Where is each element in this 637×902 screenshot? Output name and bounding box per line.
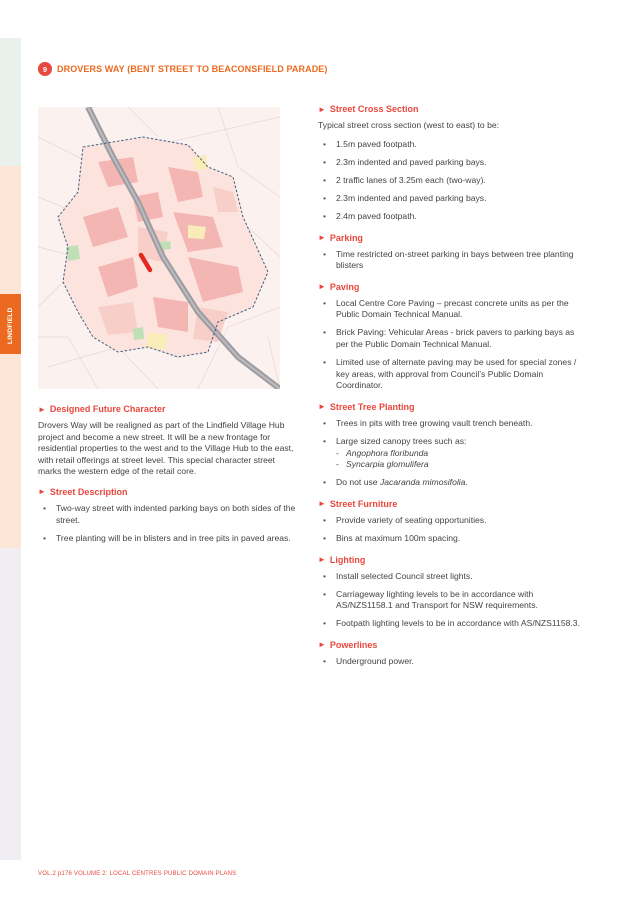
strip-segment	[0, 38, 21, 166]
triangle-bullet-icon: ►	[38, 404, 46, 414]
strip-segment	[0, 166, 21, 294]
triangle-bullet-icon: ►	[38, 487, 46, 497]
heading-text: Parking	[329, 232, 363, 243]
bullet-list	[318, 298, 586, 392]
side-tab-label: LINDFIELD	[7, 307, 14, 345]
list-item: • 2.4m paved footpath.	[318, 211, 586, 223]
list-item: • Limited use of alternate paving may be used for special zones / key areas, with approval from Council’s Public Domain Coordinator.	[318, 357, 586, 392]
section-heading	[318, 499, 586, 509]
bullet-list	[318, 571, 586, 630]
list-item: • 2.3m indented and paved parking bays.	[318, 157, 586, 169]
location-map	[38, 107, 280, 389]
triangle-bullet-icon: ►	[318, 282, 326, 292]
heading-text: Street Cross Section	[329, 104, 419, 114]
bullet-list	[318, 656, 586, 668]
species-name: Jacaranda mimosifolia.	[379, 477, 468, 488]
intro-text: Typical street cross section (west to east) to be:	[318, 120, 500, 130]
heading-text: Paving	[329, 281, 360, 292]
triangle-bullet-icon: ►	[318, 402, 326, 412]
page-header	[38, 62, 328, 76]
section-heading	[318, 282, 586, 292]
side-strip	[0, 38, 21, 860]
bullet-list	[318, 418, 586, 489]
list-item	[318, 477, 586, 489]
list-item: • Time restricted on-street parking in bays between tree planting blisters	[318, 249, 586, 272]
section-heading	[38, 404, 300, 414]
list-item-text: Large sized canopy trees such as:	[336, 436, 467, 446]
list-item: • Brick Paving: Vehicular Areas - brick pavers to parking bays as per the Public Domain Technical Manual.	[318, 327, 586, 350]
bullet-list	[318, 249, 586, 272]
list-item	[318, 436, 586, 471]
list-item: • Provide variety of seating opportunities.	[318, 515, 586, 527]
strip-segment	[0, 548, 21, 860]
triangle-bullet-icon: ►	[318, 640, 326, 650]
triangle-bullet-icon: ►	[318, 233, 326, 243]
section-heading	[318, 402, 586, 412]
triangle-bullet-icon: ►	[318, 499, 326, 509]
triangle-bullet-icon: ►	[318, 555, 326, 565]
bullet-list	[318, 139, 586, 223]
heading-text: Street Tree Planting	[329, 401, 415, 412]
page-title: DROVERS WAY (BENT STREET TO BEACONSFIELD PARADE)	[57, 64, 328, 74]
map-graphic	[38, 107, 280, 389]
list-item: • Tree planting will be in blisters and in tree pits in paved areas.	[38, 533, 300, 545]
triangle-bullet-icon: ►	[318, 104, 326, 114]
section-heading	[318, 104, 586, 114]
list-item: • Carriageway lighting levels to be in accordance with AS/NZS1158.1 and Transport for NSW requirements.	[318, 589, 586, 612]
bullet-list	[38, 503, 300, 544]
heading-text: Lighting	[329, 554, 366, 565]
list-item: • 1.5m paved footpath.	[318, 139, 586, 151]
character-paragraph: Drovers Way will be realigned as part of the Lindfield Village Hub project and become a new street. It will be a new frontage for residential properties to the west and to the Village Hub to the east, with retail offerings at street level. This special character street marks the western edge of the retail core.	[38, 420, 294, 477]
list-item: • Trees in pits with tree growing vault trench beneath.	[318, 418, 586, 430]
strip-segment	[0, 354, 21, 548]
left-column	[38, 404, 300, 554]
list-item: • Local Centre Core Paving – precast concrete units as per the Public Domain Technical Manual.	[318, 298, 586, 321]
list-item: • Install selected Council street lights.	[318, 571, 586, 583]
list-item: • Footpath lighting levels to be in accordance with AS/NZS1158.3.	[318, 618, 586, 630]
right-column	[318, 104, 586, 678]
list-item: • Two-way street with indented parking bays on both sides of the street.	[38, 503, 300, 526]
list-item: • Underground power.	[318, 656, 586, 668]
section-heading	[38, 487, 300, 497]
section-heading	[318, 233, 586, 243]
heading-text: Powerlines	[329, 639, 378, 650]
section-number-badge: 9	[38, 62, 52, 76]
section-heading	[318, 555, 586, 565]
list-item: • Bins at maximum 100m spacing.	[318, 533, 586, 545]
species-name: - Angophora floribunda	[336, 448, 586, 460]
heading-text: Street Description	[49, 486, 128, 497]
heading-text: Designed Future Character	[49, 404, 166, 414]
list-item: • 2.3m indented and paved parking bays.	[318, 193, 586, 205]
list-item: • 2 traffic lanes of 3.25m each (two-way).	[318, 175, 586, 187]
bullet-list	[318, 515, 586, 545]
heading-text: Street Furniture	[329, 498, 398, 509]
section-heading	[318, 640, 586, 650]
page-footer: VOL.2 p176 VOLUME 2: LOCAL CENTRES PUBLIC DOMAIN PLANS	[38, 871, 237, 877]
species-name: - Syncarpia glomulifera	[336, 459, 586, 471]
list-item-text: Do not use	[336, 477, 380, 488]
